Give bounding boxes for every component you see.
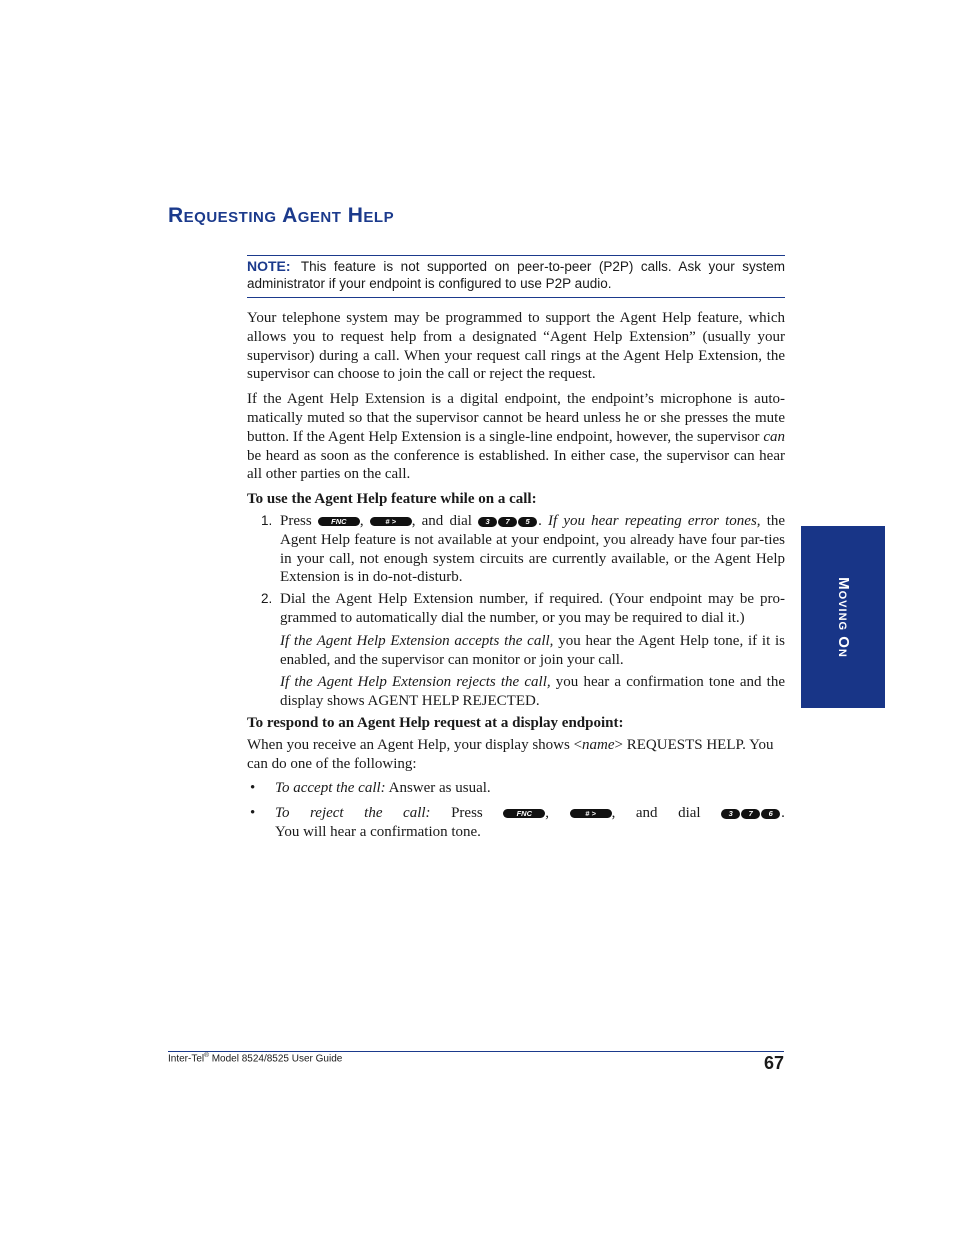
digit-key-icon: 5 <box>518 517 537 527</box>
bullet-text: . <box>781 805 785 822</box>
digit-key-icon: 7 <box>498 517 517 527</box>
hash-key-icon: # > <box>370 517 412 526</box>
step-text: you hear a confirmation tone and the display shows AGENT HELP REJECTED. <box>280 674 785 710</box>
bullet-emphasis: To accept the call: <box>275 780 386 797</box>
digit-key-group <box>721 804 785 823</box>
step-emphasis: If the Agent Help Extension accepts the call, <box>280 632 554 649</box>
note-box <box>247 258 785 292</box>
bullet-text: Press <box>451 805 483 822</box>
digit-key-icon: 3 <box>721 809 740 819</box>
fnc-key-group <box>503 804 549 823</box>
note-top-rule <box>247 255 785 256</box>
bullet-icon: • <box>250 805 256 822</box>
bullet-text: dial <box>678 805 701 822</box>
page-number: 67 <box>763 1053 784 1073</box>
bullet-text: Answer as usual. <box>388 780 491 797</box>
paragraph-text: If the Agent Help Extension is a digital endpoint, the endpoint’s microphone is auto-matically muted so that the supervisor cannot be heard unless he or she presses the mute button. If the Agent Help Extension is a single-line endpoint, however, the supervisor <box>247 391 785 445</box>
step-text: you hear the Agent Help tone, if it is enabled, and the supervisor can monitor or join your call. <box>280 632 786 668</box>
footer-registered-mark: ® <box>204 1052 209 1059</box>
step-number: 2. <box>261 591 273 607</box>
bullet-emphasis: reject <box>310 805 344 822</box>
section-heading-use: To use the Agent Help feature while on a call: <box>247 491 537 508</box>
side-tab-label: Moving On <box>834 576 852 658</box>
paragraph-emphasis: name <box>582 736 615 753</box>
step-emphasis: If the Agent Help Extension rejects the call, <box>280 674 551 691</box>
bullet-reject <box>247 804 785 842</box>
side-tab <box>801 526 885 708</box>
hash-key-icon: # > <box>570 809 612 818</box>
step-text: , and dial <box>411 512 472 529</box>
fnc-key-icon: FNC <box>503 809 545 818</box>
paragraph-respond-intro <box>247 736 785 774</box>
paragraph-text: > REQUESTS HELP. You can do one of the following: <box>247 736 774 772</box>
step-number: 1. <box>261 512 273 528</box>
body-content <box>247 309 785 848</box>
paragraph-text: be heard as soon as the conference is established. In either case, the supervisor can hear all other parties on the call. <box>247 447 785 483</box>
step-text: the Agent Help feature is not available at your endpoint, you already have four par-ties in your call, not enough system circuits are currently available, or the Agent Help Extension is in do-not-disturb. <box>280 512 786 586</box>
step-2-text: Dial the Agent Help Extension number, if required. (Your endpoint may be pro-grammed to automatically dial the number, or you may be required to dial it.) <box>280 591 785 626</box>
digit-key-icon: 3 <box>478 517 497 527</box>
bullet-text: , <box>611 805 616 822</box>
bullet-emphasis: call: <box>403 805 431 822</box>
note-bottom-rule <box>247 297 785 298</box>
note-label: NOTE: <box>247 258 291 274</box>
digit-key-icon: 6 <box>761 809 780 819</box>
bullet-reject-line <box>275 804 785 823</box>
step-1-text <box>280 512 785 587</box>
note-text: This feature is not supported on peer-to-peer (P2P) calls. Ask your system administrator if your endpoint is configured to use P2P audio. <box>247 259 785 291</box>
step-text: . <box>538 512 542 529</box>
bullet-emphasis: To <box>275 805 290 822</box>
bullet-emphasis: the <box>364 805 383 822</box>
hash-key-group <box>570 804 616 823</box>
step-2-accept <box>280 632 785 670</box>
paragraph-text: When you receive an Agent Help, your display shows < <box>247 736 583 753</box>
step-emphasis: If you hear repeating error tones, <box>548 512 761 529</box>
bullet-text: and <box>635 805 658 822</box>
bullet-reject-line-2: You will hear a confirmation tone. <box>275 823 481 840</box>
fnc-key-icon: FNC <box>318 517 360 526</box>
paragraph-intro: Your telephone system may be programmed to support the Agent Help feature, which allows you to request help from a designated “Agent Help Extension” (usually your supervisor) during a call. When your request call rings at the Agent Help Extension, the supervisor can choose to join the call or reject the request. <box>247 310 785 383</box>
section-heading-respond: To respond to an Agent Help request at a display endpoint: <box>247 714 624 731</box>
bullet-accept <box>247 779 785 798</box>
step-text: Press <box>280 512 312 529</box>
step-text: , <box>359 512 364 529</box>
step-1 <box>247 512 785 587</box>
footer-guide-name: Model 8524/8525 User Guide <box>208 1053 343 1065</box>
digit-key-icon: 7 <box>741 809 760 819</box>
page-title: Requesting Agent Help <box>168 204 395 227</box>
paragraph-digital-endpoint <box>247 390 785 484</box>
footer-text <box>168 1052 342 1064</box>
footer-brand: Inter-Tel <box>168 1053 205 1065</box>
bullet-icon: • <box>250 780 256 797</box>
step-2-reject <box>280 673 785 711</box>
step-2 <box>247 590 785 711</box>
paragraph-emphasis: can <box>763 428 785 445</box>
bullet-text: , <box>545 805 550 822</box>
